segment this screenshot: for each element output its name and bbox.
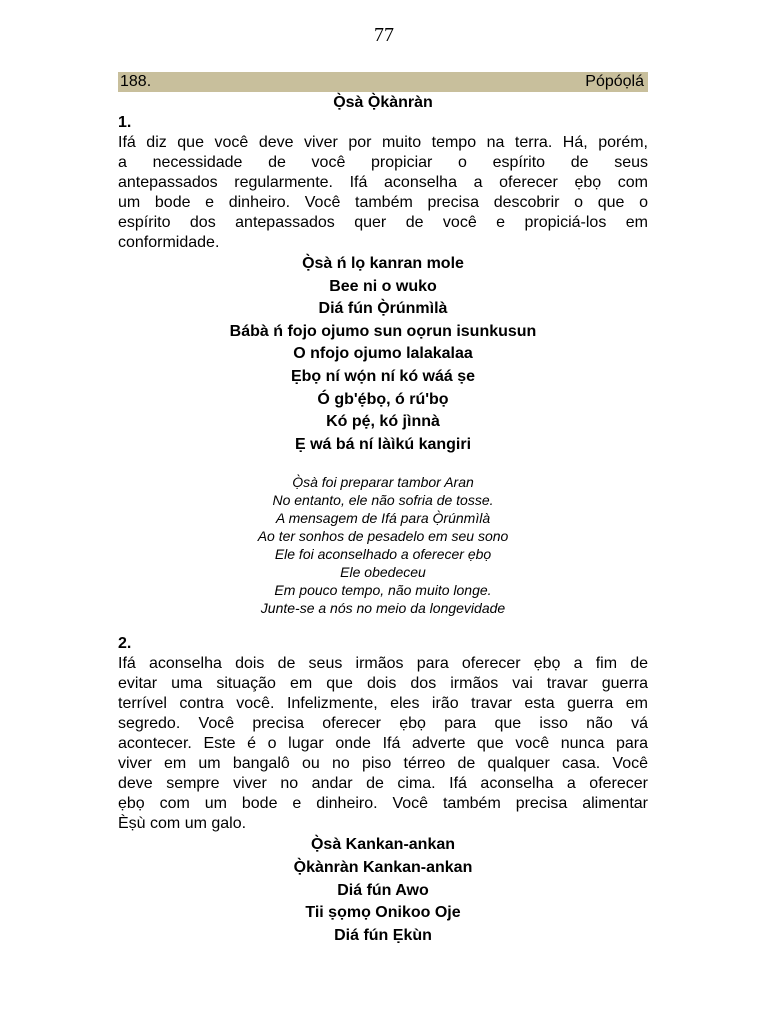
translation-line: Ọ̀sà foi preparar tambor Aran (292, 474, 474, 491)
verse-line: Diá fún Awo (337, 881, 429, 899)
paragraph-line: acontecer. Este é o lugar onde Ifá adverte que você nunca para (118, 735, 648, 753)
page-number: 77 (374, 24, 394, 46)
verse-line: O nfojo ojumo lalakalaa (293, 345, 473, 363)
verse-line: Tii ṣọmọ Onikoo Oje (305, 904, 461, 922)
translation-line: Ele obedeceu (340, 564, 426, 581)
paragraph-line: viver em um bangalô ou no piso térreo de qualquer casa. Você (118, 755, 648, 773)
translation-line: Ao ter sonhos de pesadelo em seu sono (257, 528, 509, 545)
translation-line: Junte-se a nós no meio da longevidade (260, 600, 506, 617)
paragraph-line: Èṣù com um galo. (118, 815, 247, 833)
verse-block (118, 834, 648, 947)
entry-header-bar (118, 72, 648, 92)
translation-line: A mensagem de Ifá para Ọ̀rúnmìlà (275, 510, 491, 527)
paragraph-line: conformidade. (118, 234, 220, 251)
section-2 (118, 634, 648, 947)
section-paragraph (118, 133, 648, 253)
translation-line: Em pouco tempo, não muito longe. (274, 582, 492, 599)
paragraph-line: a necessidade de você propiciar o espírito de seus (118, 154, 648, 171)
verse-line: Diá fún Ọ̀rúnmìlà (318, 300, 448, 318)
section-number: 1. (118, 114, 132, 131)
verse-line: Ọ̀sà ń lọ kanran mole (302, 255, 464, 272)
section-1 (118, 113, 648, 617)
paragraph-line: antepassados regularmente. Ifá aconselha a oferecer ẹbọ com (118, 174, 648, 191)
translation-line: Ele foi aconselhado a oferecer ẹbọ (274, 546, 492, 563)
verse-block (118, 253, 648, 456)
page-content (118, 72, 648, 947)
verse-line: Ẹbọ ní wọ́n ní kó wáá ṣe (290, 367, 476, 385)
section-paragraph (118, 654, 648, 834)
paragraph-line: Ifá aconselha dois de seus irmãos para oferecer ẹbọ a fim de (118, 655, 648, 673)
paragraph-line: um bode e dinheiro. Você também precisa descobrir o que o (118, 194, 648, 211)
verse-line: Ọ̀kànràn Kankan-ankan (293, 858, 473, 876)
section-number: 2. (118, 635, 132, 653)
verse-line: Ọ̀sà Kankan-ankan (310, 836, 456, 854)
paragraph-line: evitar uma situação em que dois dos irmãos vai travar guerra (118, 675, 648, 693)
verse-line: Bábà ń fojo ojumo sun oọrun isunkusun (229, 322, 537, 340)
entry-name: Pópóọlá (585, 73, 644, 90)
verse-line: Bee ni o wuko (329, 277, 437, 295)
entry-number: 188. (120, 73, 152, 90)
paragraph-line: ẹbọ com um bode e dinheiro. Você também precisa alimentar (118, 795, 648, 813)
verse-line: Diá fún Ẹkùn (334, 926, 432, 944)
translation-block (118, 473, 648, 617)
translation-line: No entanto, ele não sofria de tosse. (272, 492, 494, 509)
paragraph-line: espírito dos antepassados quer de você e propiciá-los em (118, 214, 648, 231)
verse-line: Kó pẹ́, kó jìnnà (326, 413, 440, 431)
odu-title: Ọ̀sà Ọ̀kànràn (333, 94, 433, 111)
paragraph-line: Ifá diz que você deve viver por muito tempo na terra. Há, porém, (118, 134, 648, 151)
verse-line: Ó gb'ẹ́bọ, ó rú'bọ (317, 390, 449, 408)
paragraph-line: terrível contra você. Infelizmente, eles irão travar esta guerra em (118, 695, 648, 713)
paragraph-line: deve sempre viver no andar de cima. Ifá aconselha a oferecer (118, 775, 648, 793)
verse-line: Ẹ wá bá ní làìkú kangiri (294, 435, 472, 453)
paragraph-line: segredo. Você precisa oferecer ẹbọ para que isso não vá (118, 715, 648, 733)
